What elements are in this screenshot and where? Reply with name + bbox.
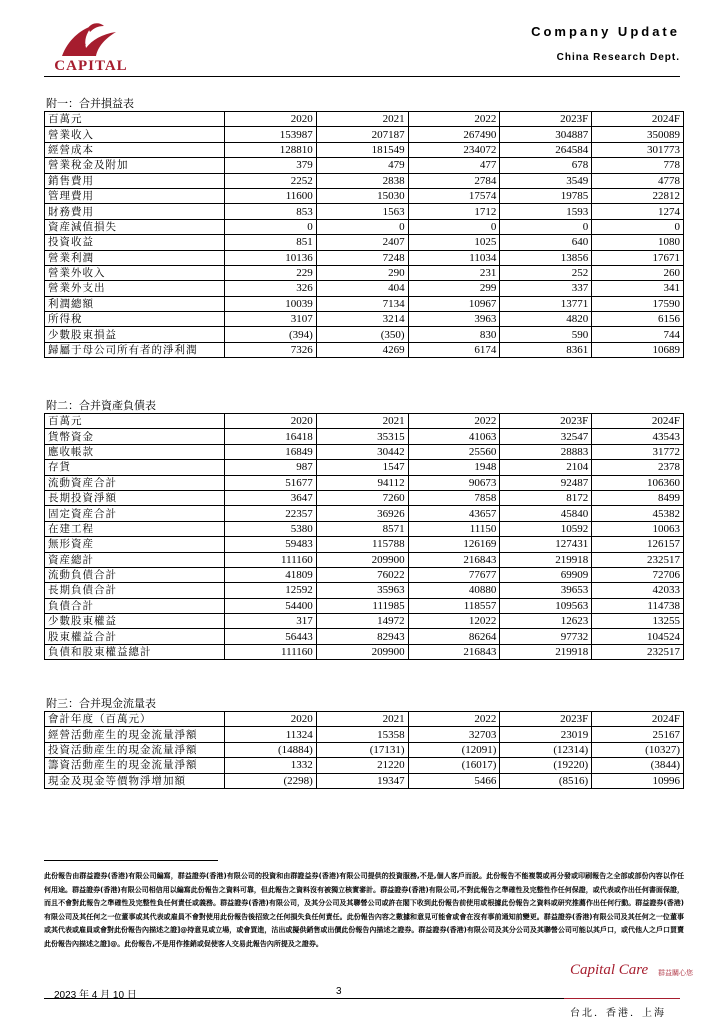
value-cell: 350089 (592, 127, 684, 142)
row-label-cell: 固定資産合計 (45, 506, 225, 521)
row-label-cell: 營業稅金及附加 (45, 158, 225, 173)
row-label-cell: 少數股東權益 (45, 614, 225, 629)
unit-header-cell: 百萬元 (45, 112, 225, 127)
report-date: 2023 年 4 月 10 日 (54, 990, 137, 1001)
value-cell: 94112 (316, 475, 408, 490)
value-cell: 86264 (408, 629, 500, 644)
value-cell: 3963 (408, 312, 500, 327)
table-row (45, 296, 684, 311)
row-label-cell: 所得稅 (45, 312, 225, 327)
value-cell: 2784 (408, 173, 500, 188)
value-cell: 10136 (225, 250, 317, 265)
value-cell: 104524 (592, 629, 684, 644)
value-cell: 379 (225, 158, 317, 173)
value-cell: 11600 (225, 188, 317, 203)
value-cell: 3647 (225, 490, 317, 505)
table-row (45, 173, 684, 188)
table-row (45, 567, 684, 582)
year-header-cell: 2022 (408, 712, 500, 727)
capital-care-tagline: 群益關心您 (658, 969, 693, 977)
row-label-cell: 存貨 (45, 460, 225, 475)
section-title: 附三：合并現金流量表 (46, 697, 156, 710)
table-row (45, 142, 684, 157)
year-header-cell: 2021 (316, 112, 408, 127)
value-cell: 8571 (316, 521, 408, 536)
value-cell: 45382 (592, 506, 684, 521)
balance-sheet-table (44, 413, 684, 660)
value-cell: 13771 (500, 296, 592, 311)
row-label-cell: 在建工程 (45, 521, 225, 536)
row-label-cell: 現金及現金等價物淨增加額 (45, 773, 225, 788)
row-label-cell: 投資收益 (45, 235, 225, 250)
value-cell: 39653 (500, 583, 592, 598)
value-cell: 17671 (592, 250, 684, 265)
section-title: 附二：合并資產負債表 (46, 399, 156, 412)
value-cell: 590 (500, 327, 592, 342)
table-row (45, 250, 684, 265)
value-cell: 13856 (500, 250, 592, 265)
value-cell: 10063 (592, 521, 684, 536)
value-cell: 252 (500, 265, 592, 280)
value-cell: 40880 (408, 583, 500, 598)
value-cell: 11324 (225, 727, 317, 742)
value-cell: (3844) (592, 758, 684, 773)
table-row (45, 127, 684, 142)
unit-header-cell: 百萬元 (45, 414, 225, 429)
value-cell: 853 (225, 204, 317, 219)
value-cell: 54400 (225, 598, 317, 613)
row-label-cell: 營業利潤 (45, 250, 225, 265)
value-cell: (17131) (316, 742, 408, 757)
value-cell: 744 (592, 327, 684, 342)
value-cell: 14972 (316, 614, 408, 629)
value-cell: 7858 (408, 490, 500, 505)
value-cell: 4778 (592, 173, 684, 188)
cash-flow-section (44, 696, 684, 789)
value-cell: 0 (225, 219, 317, 234)
value-cell: 290 (316, 265, 408, 280)
value-cell: 22812 (592, 188, 684, 203)
footer-accent-line (564, 998, 680, 999)
value-cell: 640 (500, 235, 592, 250)
value-cell: 326 (225, 281, 317, 296)
value-cell: 5380 (225, 521, 317, 536)
table-row (45, 614, 684, 629)
value-cell: 301773 (592, 142, 684, 157)
value-cell: 341 (592, 281, 684, 296)
value-cell: 19785 (500, 188, 592, 203)
unit-header-cell: 會計年度（百萬元） (45, 712, 225, 727)
value-cell: 8361 (500, 342, 592, 357)
table-row (45, 312, 684, 327)
row-label-cell: 無形資産 (45, 537, 225, 552)
value-cell: (16017) (408, 758, 500, 773)
row-label-cell: 資産減值損失 (45, 219, 225, 234)
value-cell: 25560 (408, 444, 500, 459)
value-cell: 678 (500, 158, 592, 173)
value-cell: 229 (225, 265, 317, 280)
value-cell: 45840 (500, 506, 592, 521)
value-cell: 12623 (500, 614, 592, 629)
year-header-cell: 2024F (592, 414, 684, 429)
value-cell: 51677 (225, 475, 317, 490)
department-subtitle: China Research Dept. (556, 52, 680, 63)
year-header-cell: 2022 (408, 112, 500, 127)
value-cell: 209900 (316, 552, 408, 567)
value-cell: 851 (225, 235, 317, 250)
table-row (45, 235, 684, 250)
value-cell: 219918 (500, 644, 592, 659)
table-row (45, 327, 684, 342)
table-header-row (45, 414, 684, 429)
value-cell: 115788 (316, 537, 408, 552)
value-cell: (12091) (408, 742, 500, 757)
table-header-row (45, 112, 684, 127)
footnote-divider (44, 860, 218, 861)
value-cell: 7260 (316, 490, 408, 505)
table-row (45, 460, 684, 475)
value-cell: 337 (500, 281, 592, 296)
value-cell: 0 (592, 219, 684, 234)
value-cell: (2298) (225, 773, 317, 788)
value-cell: 231 (408, 265, 500, 280)
value-cell: 2252 (225, 173, 317, 188)
year-header-cell: 2021 (316, 414, 408, 429)
value-cell: 778 (592, 158, 684, 173)
value-cell: 126169 (408, 537, 500, 552)
value-cell: (394) (225, 327, 317, 342)
table-row (45, 583, 684, 598)
value-cell: 82943 (316, 629, 408, 644)
table-row (45, 188, 684, 203)
value-cell: 234072 (408, 142, 500, 157)
table-row (45, 475, 684, 490)
row-label-cell: 負債和股東權益總計 (45, 644, 225, 659)
value-cell: 10689 (592, 342, 684, 357)
row-label-cell: 經營活動産生的現金流量淨額 (45, 727, 225, 742)
value-cell: 43657 (408, 506, 500, 521)
table-row (45, 506, 684, 521)
company-logo (40, 20, 140, 76)
page-number: 3 (336, 986, 342, 997)
value-cell: (14884) (225, 742, 317, 757)
row-label-cell: 經營成本 (45, 142, 225, 157)
row-label-cell: 貨幣資金 (45, 429, 225, 444)
table-row (45, 727, 684, 742)
table-row (45, 552, 684, 567)
table-row (45, 444, 684, 459)
disclaimer-text: 此份報告由群益證券(香港)有限公司編寫，群益證券(香港)有限公司的投資和由群證益券(香港)有限公司提供的投資服務,不是,個人客戶而設。此份報告不能複製或再分發或印刷報告之全部或部份內容以作任何用途。群益證券(香港)有限公司相信用以編寫此份報告之資料可靠，但此報告之資料沒有被獨立核實審計。群益證券(香港)有限公司,不對此報告之準確性及完整性作任何保證，或代表或作出任何書面保證，而且不會對此報告之準確性及完整性負任何責任或義務。群益證券(香港)有限公司，及其分公司及其聯營公司或許在閣下收到此份報告前使用或根據此份報告之資料或研究推薦作出任何行動。群益證券(香港)有限公司及其任何之一位董事或其代表或雇員不會對使用此份報告後招致之任何損失負任何責任。此份報告內容之數據和意見可能會或會在沒有事前通知前變更。群益證券(香港)有限公司及其任何之一位董事或其代表或雇員或會對此份報告內描述之證]@持意見或立場，或會買進，沽出或擬供銷售或出價此份報告內描述之證券。群益證券(香港)有限公司及其分公司及其聯營公司可能以其戶口，或代他人之戶口買賣此份報告內描述之證]@。此份報告,不是用作推銷或促使客人交易此報告內所提及之證券。 (44, 872, 684, 948)
value-cell: 209900 (316, 644, 408, 659)
value-cell: 8499 (592, 490, 684, 505)
value-cell: 2838 (316, 173, 408, 188)
value-cell: 987 (225, 460, 317, 475)
value-cell: 43543 (592, 429, 684, 444)
value-cell: 1332 (225, 758, 317, 773)
value-cell: 126157 (592, 537, 684, 552)
value-cell: 304887 (500, 127, 592, 142)
row-label-cell: 流動資産合計 (45, 475, 225, 490)
value-cell: 72706 (592, 567, 684, 582)
logo-wordmark: CAPITAL (54, 58, 128, 74)
value-cell: (8516) (500, 773, 592, 788)
value-cell: 12022 (408, 614, 500, 629)
value-cell: 10967 (408, 296, 500, 311)
table-header-row (45, 712, 684, 727)
value-cell: 56443 (225, 629, 317, 644)
value-cell: 17574 (408, 188, 500, 203)
value-cell: 23019 (500, 727, 592, 742)
value-cell: 36926 (316, 506, 408, 521)
value-cell: 4269 (316, 342, 408, 357)
year-header-cell: 2020 (225, 414, 317, 429)
value-cell: 7134 (316, 296, 408, 311)
value-cell: 10592 (500, 521, 592, 536)
value-cell: 15030 (316, 188, 408, 203)
value-cell: 11034 (408, 250, 500, 265)
year-header-cell: 2020 (225, 712, 317, 727)
row-label-cell: 營業收入 (45, 127, 225, 142)
value-cell: 128810 (225, 142, 317, 157)
year-header-cell: 2023F (500, 414, 592, 429)
value-cell: 59483 (225, 537, 317, 552)
table-row (45, 158, 684, 173)
value-cell: 10996 (592, 773, 684, 788)
year-header-cell: 2024F (592, 712, 684, 727)
year-header-cell: 2024F (592, 112, 684, 127)
value-cell: 317 (225, 614, 317, 629)
value-cell: 2407 (316, 235, 408, 250)
value-cell: 1547 (316, 460, 408, 475)
value-cell: 111985 (316, 598, 408, 613)
value-cell: 219918 (500, 552, 592, 567)
year-header-cell: 2023F (500, 712, 592, 727)
row-label-cell: 應收帳款 (45, 444, 225, 459)
value-cell: 2378 (592, 460, 684, 475)
value-cell: 1025 (408, 235, 500, 250)
value-cell: 32703 (408, 727, 500, 742)
value-cell: 114738 (592, 598, 684, 613)
value-cell: 106360 (592, 475, 684, 490)
row-label-cell: 負債合計 (45, 598, 225, 613)
row-label-cell: 籌資活動産生的現金流量淨額 (45, 758, 225, 773)
table-row (45, 742, 684, 757)
row-label-cell: 長期投資淨額 (45, 490, 225, 505)
year-header-cell: 2023F (500, 112, 592, 127)
value-cell: 22357 (225, 506, 317, 521)
value-cell: (12314) (500, 742, 592, 757)
table-row (45, 537, 684, 552)
row-label-cell: 營業外支出 (45, 281, 225, 296)
value-cell: 1593 (500, 204, 592, 219)
value-cell: 1274 (592, 204, 684, 219)
value-cell: 260 (592, 265, 684, 280)
value-cell: 10039 (225, 296, 317, 311)
value-cell: 16849 (225, 444, 317, 459)
table-row (45, 629, 684, 644)
value-cell: 7248 (316, 250, 408, 265)
value-cell: 181549 (316, 142, 408, 157)
value-cell: 111160 (225, 644, 317, 659)
table-row (45, 773, 684, 788)
value-cell: 216843 (408, 552, 500, 567)
value-cell: 12592 (225, 583, 317, 598)
cash-flow-table (44, 711, 684, 789)
value-cell: 153987 (225, 127, 317, 142)
value-cell: 76022 (316, 567, 408, 582)
table-row (45, 598, 684, 613)
value-cell: (19220) (500, 758, 592, 773)
value-cell: 1080 (592, 235, 684, 250)
year-header-cell: 2021 (316, 712, 408, 727)
value-cell: (10327) (592, 742, 684, 757)
value-cell: 16418 (225, 429, 317, 444)
value-cell: 479 (316, 158, 408, 173)
value-cell: 1563 (316, 204, 408, 219)
value-cell: 2104 (500, 460, 592, 475)
value-cell: 35315 (316, 429, 408, 444)
value-cell: 42033 (592, 583, 684, 598)
year-header-cell: 2020 (225, 112, 317, 127)
value-cell: 830 (408, 327, 500, 342)
value-cell: 0 (408, 219, 500, 234)
value-cell: 17590 (592, 296, 684, 311)
value-cell: 232517 (592, 552, 684, 567)
value-cell: 267490 (408, 127, 500, 142)
value-cell: 41063 (408, 429, 500, 444)
value-cell: 28883 (500, 444, 592, 459)
row-label-cell: 長期負債合計 (45, 583, 225, 598)
value-cell: 3107 (225, 312, 317, 327)
report-type-title: Company Update (531, 24, 680, 39)
value-cell: 404 (316, 281, 408, 296)
value-cell: 21220 (316, 758, 408, 773)
value-cell: 7326 (225, 342, 317, 357)
value-cell: 232517 (592, 644, 684, 659)
value-cell: 31772 (592, 444, 684, 459)
value-cell: 35963 (316, 583, 408, 598)
table-row (45, 281, 684, 296)
value-cell: 3214 (316, 312, 408, 327)
office-cities: 台北．香港．上海 (570, 1008, 666, 1019)
table-row (45, 219, 684, 234)
table-row (45, 342, 684, 357)
value-cell: 0 (500, 219, 592, 234)
value-cell: 19347 (316, 773, 408, 788)
value-cell: 207187 (316, 127, 408, 142)
table-row (45, 204, 684, 219)
table-row (45, 429, 684, 444)
section-title: 附一：合并損益表 (46, 97, 134, 110)
value-cell: 5466 (408, 773, 500, 788)
capital-bird-icon (40, 20, 140, 60)
row-label-cell: 少數股東損益 (45, 327, 225, 342)
value-cell: 4820 (500, 312, 592, 327)
row-label-cell: 流動負債合計 (45, 567, 225, 582)
value-cell: 111160 (225, 552, 317, 567)
value-cell: (350) (316, 327, 408, 342)
value-cell: 6156 (592, 312, 684, 327)
value-cell: 299 (408, 281, 500, 296)
row-label-cell: 管理費用 (45, 188, 225, 203)
value-cell: 264584 (500, 142, 592, 157)
value-cell: 8172 (500, 490, 592, 505)
table-row (45, 521, 684, 536)
income-statement-table (44, 111, 684, 358)
capital-care-logo: Capital Care (570, 962, 649, 978)
value-cell: 0 (316, 219, 408, 234)
value-cell: 69909 (500, 567, 592, 582)
value-cell: 127431 (500, 537, 592, 552)
value-cell: 90673 (408, 475, 500, 490)
income-statement-section (44, 96, 684, 358)
row-label-cell: 財務費用 (45, 204, 225, 219)
value-cell: 32547 (500, 429, 592, 444)
row-label-cell: 營業外收入 (45, 265, 225, 280)
value-cell: 77677 (408, 567, 500, 582)
value-cell: 109563 (500, 598, 592, 613)
row-label-cell: 投資活動産生的現金流量淨額 (45, 742, 225, 757)
value-cell: 477 (408, 158, 500, 173)
value-cell: 97732 (500, 629, 592, 644)
value-cell: 92487 (500, 475, 592, 490)
row-label-cell: 銷售費用 (45, 173, 225, 188)
value-cell: 25167 (592, 727, 684, 742)
value-cell: 11150 (408, 521, 500, 536)
value-cell: 3549 (500, 173, 592, 188)
table-row (45, 644, 684, 659)
year-header-cell: 2022 (408, 414, 500, 429)
row-label-cell: 資産總計 (45, 552, 225, 567)
header-divider (44, 76, 680, 77)
value-cell: 1948 (408, 460, 500, 475)
value-cell: 30442 (316, 444, 408, 459)
value-cell: 1712 (408, 204, 500, 219)
row-label-cell: 股東權益合計 (45, 629, 225, 644)
value-cell: 118557 (408, 598, 500, 613)
value-cell: 15358 (316, 727, 408, 742)
value-cell: 41809 (225, 567, 317, 582)
value-cell: 6174 (408, 342, 500, 357)
value-cell: 216843 (408, 644, 500, 659)
table-row (45, 265, 684, 280)
row-label-cell: 利潤總額 (45, 296, 225, 311)
value-cell: 13255 (592, 614, 684, 629)
table-row (45, 758, 684, 773)
balance-sheet-section (44, 398, 684, 660)
table-row (45, 490, 684, 505)
row-label-cell: 歸屬于母公司所有者的淨利潤 (45, 342, 225, 357)
